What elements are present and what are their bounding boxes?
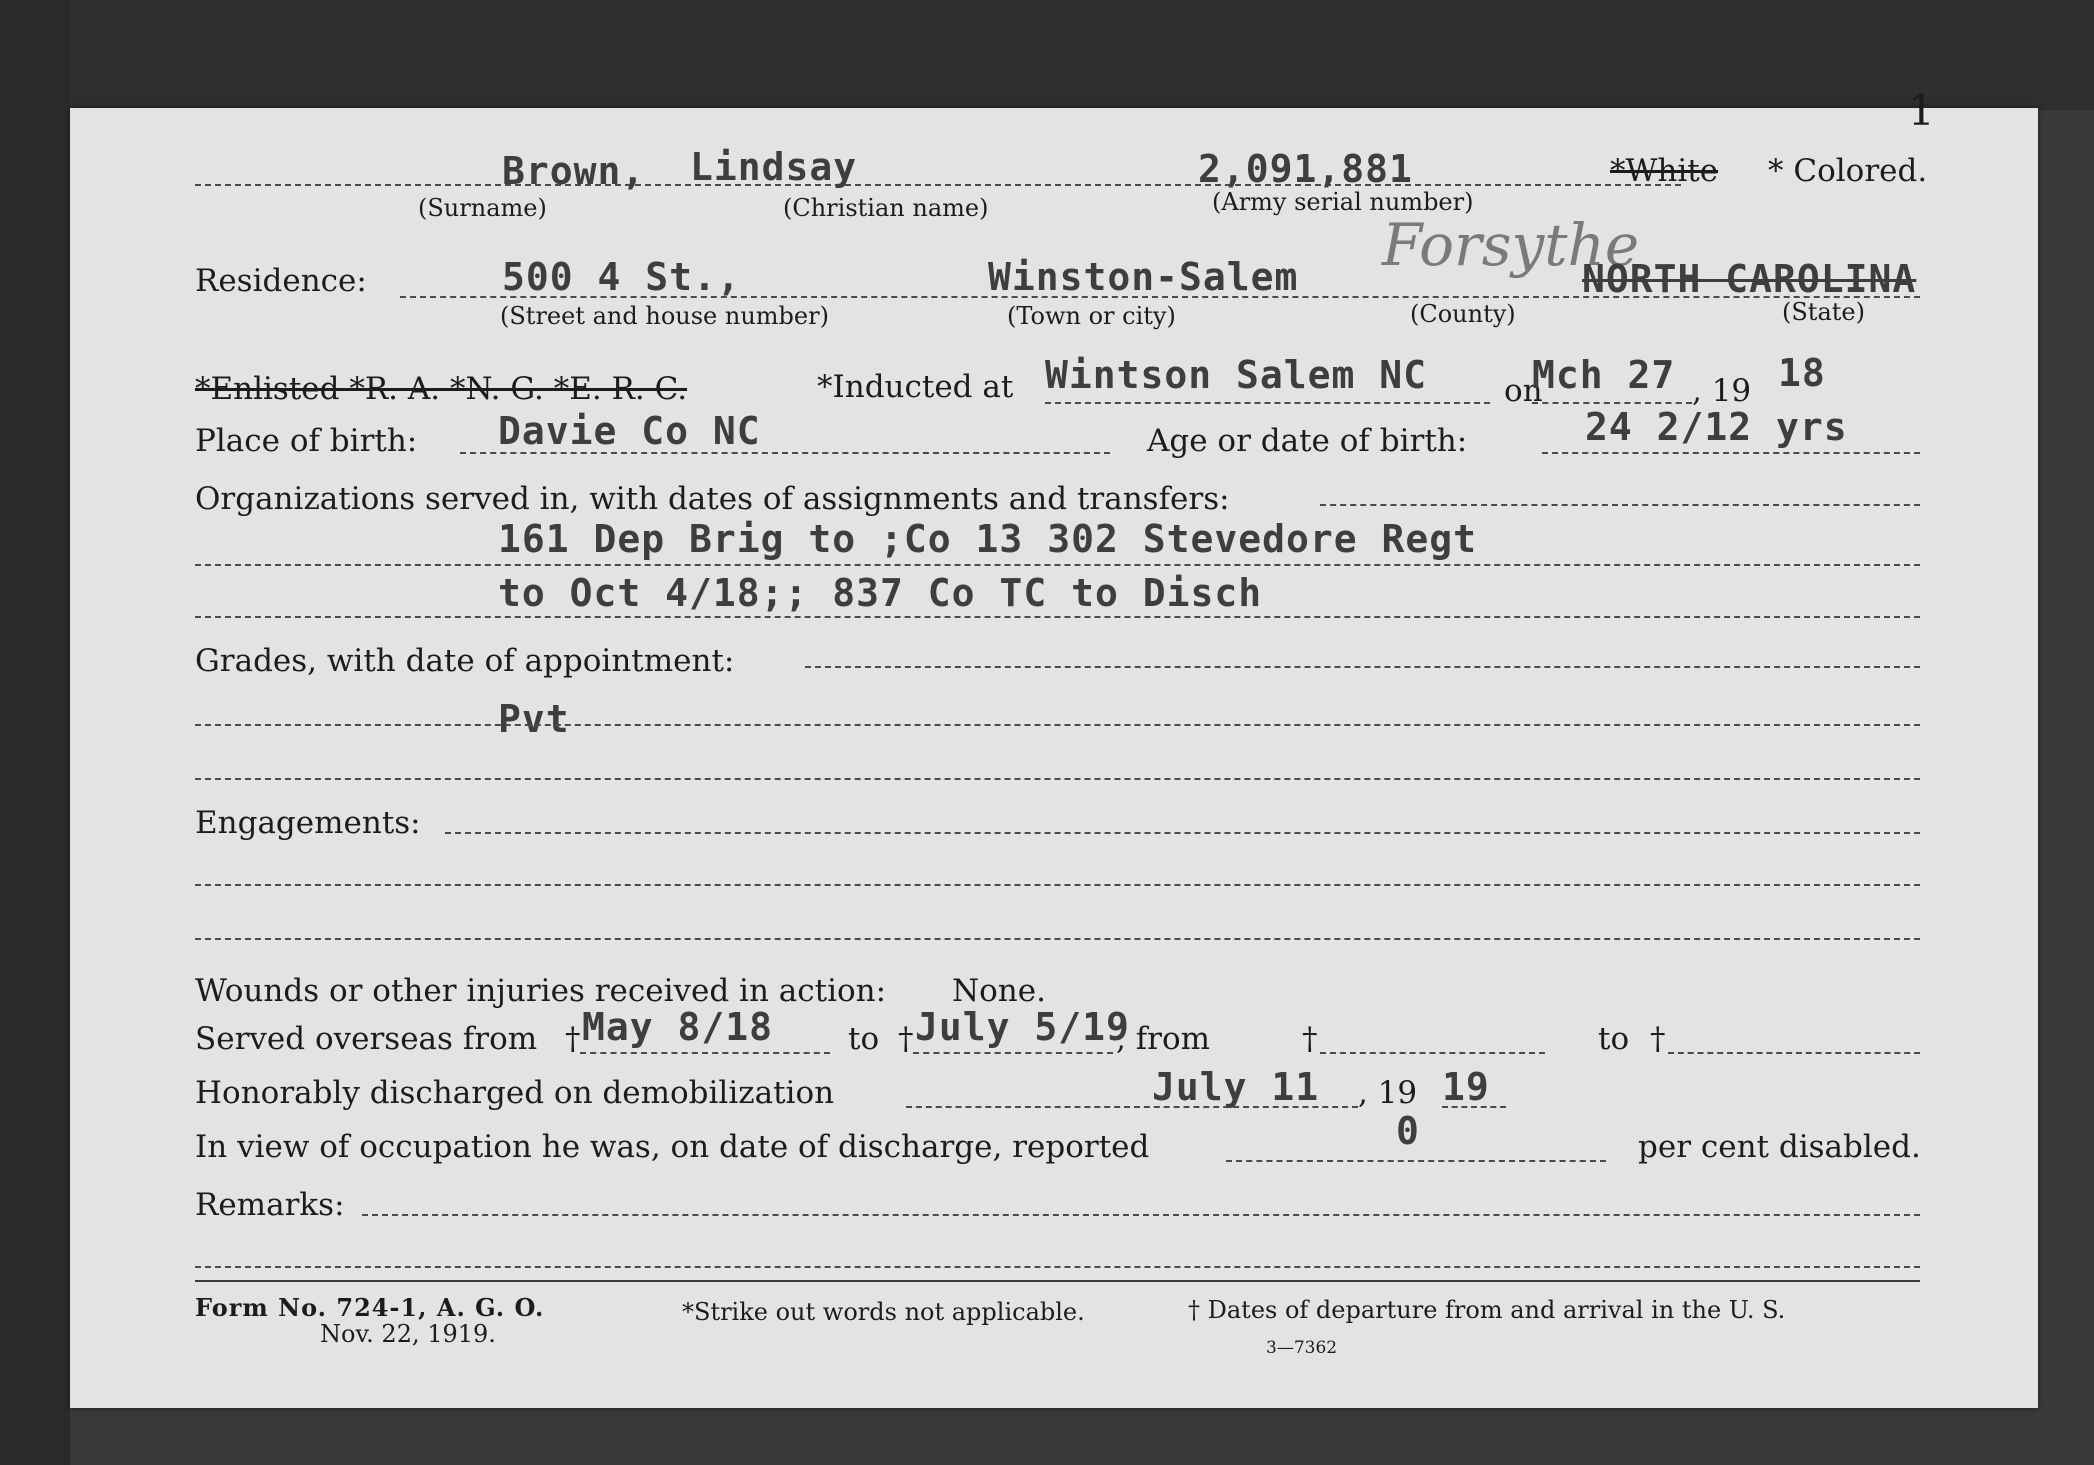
engagements-label: Engagements: (195, 805, 421, 841)
dagger-1: † (565, 1021, 581, 1057)
grades-line-1 (195, 724, 1920, 726)
age-label: Age or date of birth: (1147, 423, 1468, 459)
discharge-label: Honorably discharged on demobilization (195, 1075, 835, 1111)
organizations-line-1 (195, 564, 1920, 566)
town-caption: (Town or city) (1007, 302, 1176, 330)
discharge-date-line (906, 1106, 1358, 1108)
overseas-from-line-2 (1320, 1052, 1545, 1054)
disability-value: 0 (1396, 1109, 1420, 1153)
induction-date-line (1532, 402, 1692, 404)
inducted-place-value: Wintson Salem NC (1045, 353, 1428, 397)
inducted-label: *Inducted at (817, 369, 1014, 405)
service-record-card (70, 86, 2038, 1408)
induction-date-value: Mch 27 (1532, 353, 1676, 397)
grades-line-2 (195, 778, 1920, 780)
wounds-value: None. (952, 973, 1046, 1009)
street-value: 500 4 St., (502, 255, 741, 299)
print-code: 3—7362 (1266, 1338, 1338, 1358)
age-line (1542, 452, 1920, 454)
induction-year-prefix: , 19 (1692, 373, 1752, 409)
footer-rule (195, 1280, 1920, 1282)
dagger-3: † (1302, 1021, 1318, 1057)
discharge-year-prefix: , 19 (1358, 1075, 1418, 1111)
engagements-line-1 (195, 884, 1920, 886)
remarks-line-1 (362, 1214, 1920, 1216)
overseas-to-label-2: to (1598, 1021, 1630, 1057)
grades-line-0 (805, 666, 1920, 668)
place-of-birth-label: Place of birth: (195, 423, 418, 459)
christian-name-value: Lindsay (690, 145, 858, 189)
disability-line (1226, 1160, 1606, 1162)
remarks-line-2 (195, 1266, 1920, 1268)
overseas-to-line (913, 1052, 1113, 1054)
overseas-from-label-2: , from (1116, 1021, 1211, 1057)
county-handwritten: Forsythe (1382, 211, 1640, 279)
serial-caption: (Army serial number) (1212, 188, 1474, 216)
inducted-line (1045, 402, 1490, 404)
dagger-2: † (898, 1021, 914, 1057)
surname-caption: (Surname) (418, 194, 547, 222)
state-caption: (State) (1782, 298, 1865, 326)
place-of-birth-line (460, 452, 1110, 454)
served-overseas-label: Served overseas from (195, 1021, 538, 1057)
discharge-date-value: July 11 (1152, 1065, 1320, 1109)
discharge-year-value: 19 (1442, 1065, 1490, 1109)
form-date: Nov. 22, 1919. (320, 1320, 496, 1348)
town-value: Winston-Salem (988, 255, 1299, 299)
serial-number-value: 2,091,881 (1198, 147, 1413, 191)
scanner-background-left (0, 0, 70, 1465)
residence-label: Residence: (195, 263, 367, 299)
overseas-from-line (580, 1052, 830, 1054)
enlisted-options-struck: *Enlisted *R. A. *N. G. *E. R. C. (195, 371, 688, 407)
organizations-value-1: 161 Dep Brig to ;Co 13 302 Stevedore Regt (498, 517, 1477, 561)
place-of-birth-value: Davie Co NC (498, 409, 761, 453)
organizations-line-0 (1320, 504, 1920, 506)
engagements-line-0 (445, 832, 1920, 834)
state-value: NORTH CAROLINA (1582, 257, 1917, 301)
white-option: *White (1610, 153, 1719, 189)
disability-suffix: per cent disabled. (1638, 1129, 1921, 1165)
street-caption: (Street and house number) (500, 302, 829, 330)
dagger-note: † Dates of departure from and arrival in the U. S. (1188, 1296, 1786, 1324)
discharge-year-line (1442, 1106, 1506, 1108)
surname-value: Brown, (502, 149, 646, 193)
organizations-line-2 (195, 616, 1920, 618)
organizations-value-2: to Oct 4/18;; 837 Co TC to Disch (498, 571, 1263, 615)
overseas-to-label: to (848, 1021, 880, 1057)
remarks-label: Remarks: (195, 1187, 345, 1223)
page-number: 1 (1908, 86, 1935, 135)
dagger-4: † (1650, 1021, 1666, 1057)
strike-note: *Strike out words not applicable. (682, 1298, 1085, 1326)
induction-year-value: 18 (1778, 351, 1826, 395)
grade-value: Pvt (498, 697, 570, 741)
overseas-to-line-2 (1668, 1052, 1920, 1054)
county-caption: (County) (1410, 300, 1516, 328)
colored-option: * Colored. (1768, 153, 1928, 189)
overseas-to-value: July 5/19 (915, 1005, 1130, 1049)
engagements-line-2 (195, 938, 1920, 940)
form-number: Form No. 724-1, A. G. O. (195, 1293, 545, 1322)
wounds-label: Wounds or other injuries received in action: (195, 973, 887, 1009)
disability-label: In view of occupation he was, on date of discharge, reported (195, 1129, 1150, 1165)
age-value: 24 2/12 yrs (1585, 405, 1848, 449)
name-line (195, 184, 1681, 186)
christian-name-caption: (Christian name) (783, 194, 989, 222)
overseas-from-value: May 8/18 (582, 1005, 774, 1049)
on-label: on (1504, 373, 1543, 409)
organizations-label: Organizations served in, with dates of assignments and transfers: (195, 481, 1230, 517)
scanner-background-top (0, 0, 2094, 110)
grades-label: Grades, with date of appointment: (195, 643, 735, 679)
